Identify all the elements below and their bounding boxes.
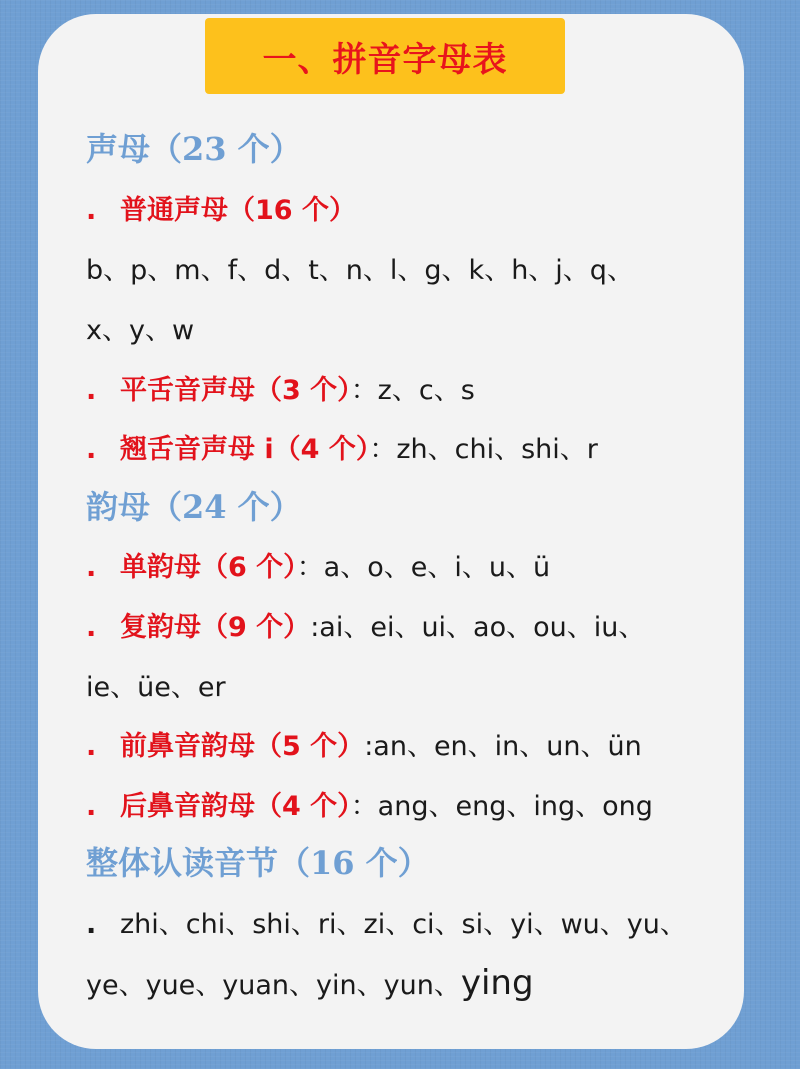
single-finals-row: [86, 550, 550, 586]
syllables-line-1: [86, 907, 687, 943]
common-initials-line-2: x、y、w: [86, 315, 195, 346]
front-nasal-values: :an、en、in、un、ün: [364, 731, 642, 762]
syllables-line-2: [86, 965, 534, 1004]
compound-finals-values: :ai、ei、ui、ao、ou、iu、: [310, 612, 646, 643]
yunmu-heading: 韵母（24 个）: [86, 488, 302, 526]
compound-finals-line-2: ie、üe、er: [86, 672, 226, 703]
single-finals-label: 单韵母（6 个）: [120, 552, 297, 583]
front-nasal-label: 前鼻音韵母（5 个）: [120, 731, 365, 762]
back-nasal-values: ：ang、eng、ing、ong: [350, 791, 653, 822]
bullet: .: [86, 731, 97, 762]
flat-tongue-values: ：z、c、s: [350, 375, 475, 406]
syllables-values-1: zhi、chi、shi、ri、zi、ci、si、yi、wu、yu、: [120, 909, 687, 940]
bullet: .: [86, 195, 97, 226]
retroflex-row: [86, 432, 598, 468]
compound-finals-row: [86, 610, 645, 646]
retroflex-label: 翘舌音声母 i（4 个）: [120, 434, 370, 465]
bullet: .: [86, 552, 97, 583]
single-finals-values: ：a、o、e、i、u、ü: [296, 552, 551, 583]
common-initials-row: [86, 193, 356, 229]
front-nasal-row: [86, 729, 642, 765]
syllables-values-2: ye、yue、yuan、yin、yun、: [86, 970, 461, 1001]
page-title: 一、拼音字母表: [262, 39, 508, 80]
common-initials-label: 普通声母（16 个）: [120, 195, 356, 226]
retroflex-values: ：zh、chi、shi、r: [369, 434, 598, 465]
bullet: .: [86, 375, 97, 406]
common-initials-line-1: b、p、m、f、d、t、n、l、g、k、h、j、q、: [86, 255, 634, 286]
flat-tongue-label: 平舌音声母（3 个）: [120, 375, 351, 406]
title-banner: [205, 18, 565, 94]
shengmu-heading: 声母（23 个）: [86, 130, 302, 168]
compound-finals-label: 复韵母（9 个）: [120, 612, 311, 643]
zhengti-heading: 整体认读音节（16 个）: [86, 844, 430, 882]
bullet: .: [86, 791, 97, 822]
back-nasal-label: 后鼻音韵母（4 个）: [120, 791, 351, 822]
flat-tongue-row: [86, 373, 475, 409]
bullet: .: [86, 612, 97, 643]
content-card: [38, 14, 744, 1049]
bullet: .: [86, 434, 97, 465]
back-nasal-row: [86, 789, 653, 825]
bullet: .: [86, 909, 97, 940]
syllable-ying: ying: [460, 963, 534, 1003]
